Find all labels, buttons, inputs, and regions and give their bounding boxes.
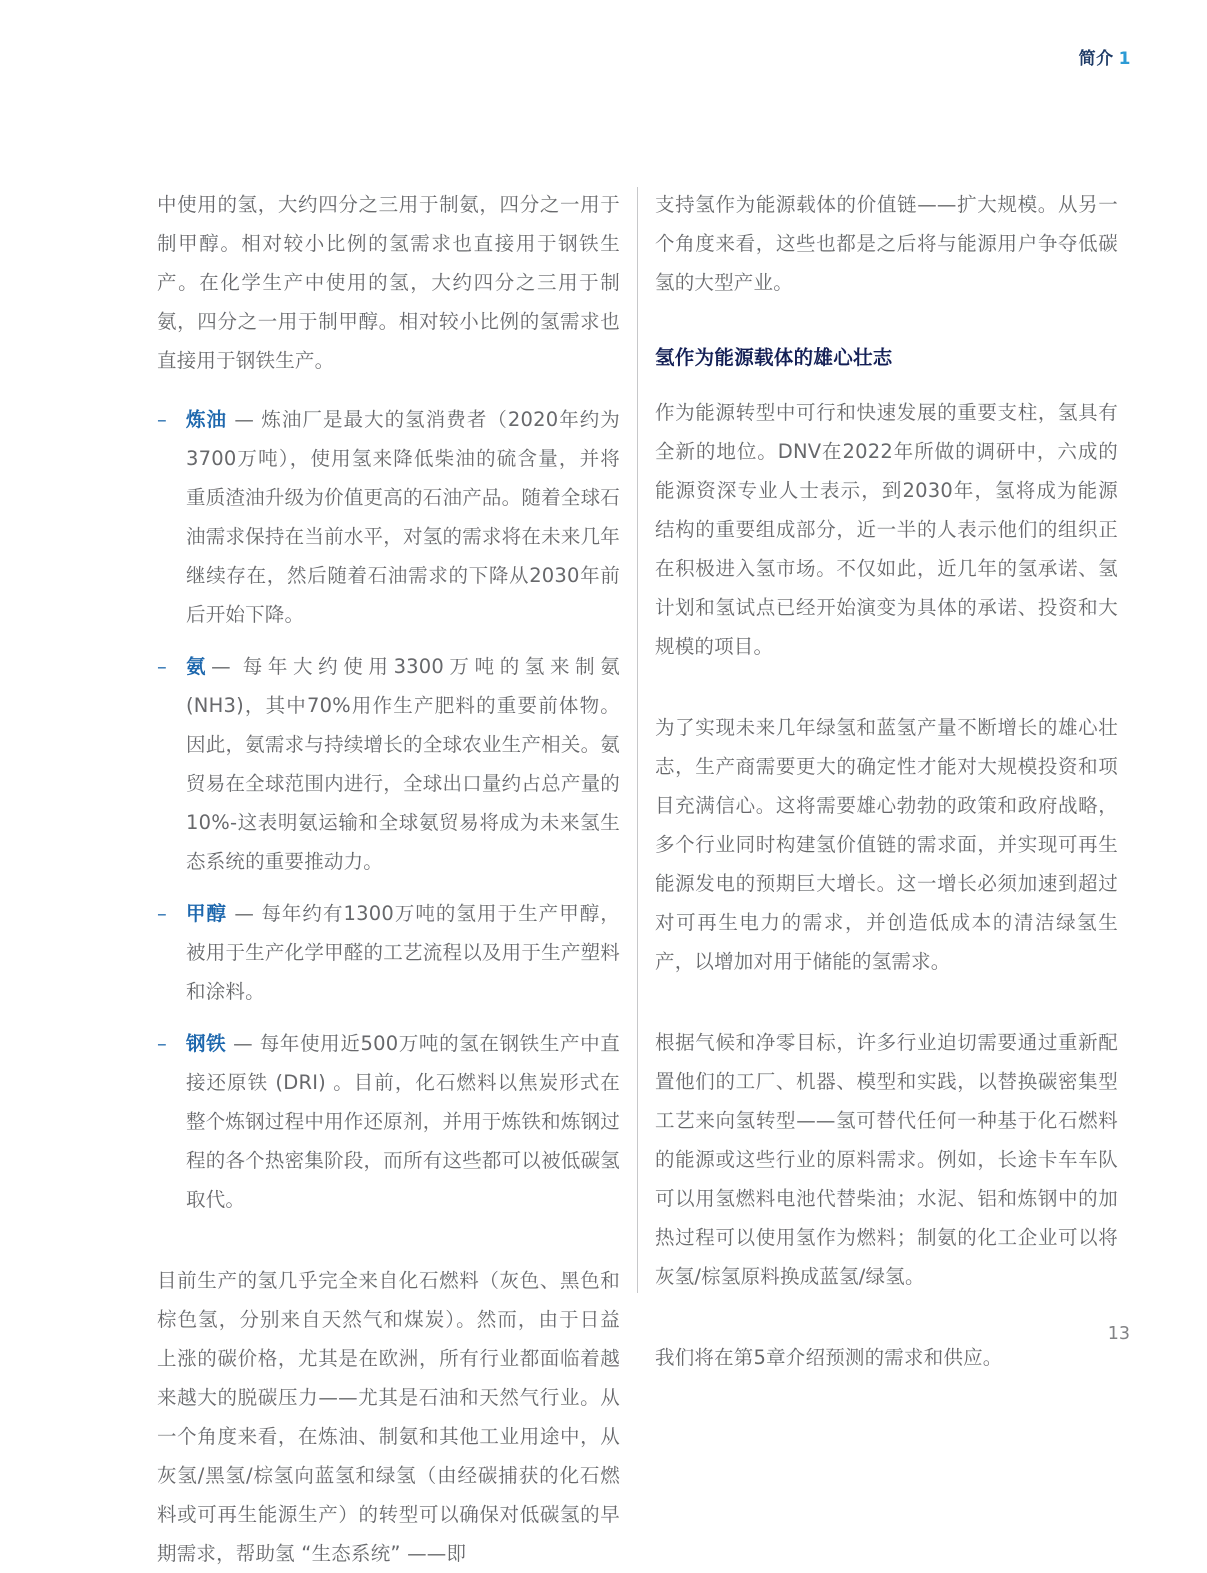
bullet-dash-icon: – [157, 902, 167, 925]
list-separator: — [226, 1032, 260, 1055]
list-item-steel [157, 1024, 620, 1219]
bullet-dash-icon: – [157, 408, 167, 431]
list-text: 每年约有1300万吨的氢用于生产甲醇，被用于生产化学甲醛的工艺流程以及用于生产塑料和涂料。 [186, 902, 620, 1003]
body-paragraph: 根据气候和净零目标，许多行业迫切需要通过重新配置他们的工厂、机器、模型和实践，以替换碳密集型工艺来向氢转型——氢可替代任何一种基于化石燃料的能源或这些行业的原料需求。例如，长途卡车车队可以用氢燃料电池代替柴油；水泥、铝和炼钢中的加热过程可以使用氢作为燃料；制氨的化工企业可以将灰氢/棕氢原料换成蓝氢/绿氢。 [655, 1031, 1118, 1289]
closing-paragraph: 目前生产的氢几乎完全来自化石燃料（灰色、黑色和棕色氢，分别来自天然气和煤炭）。然而，由于日益上涨的碳价格，尤其是在欧洲，所有行业都面临着越来越大的脱碳压力——尤其是石油和天然气行业。从一个角度来看，在炼油、制氨和其他工业用途中，从灰氢/黑氢/棕氢向蓝氢和绿氢（由经碳捕获的化石燃料或可再生能源生产）的转型可以确保对低碳氢的早期需求，帮助氢 “生态系统” ——即 [157, 1269, 620, 1565]
page-number: 13 [1107, 1324, 1130, 1344]
list-separator: — [211, 655, 243, 678]
body-paragraph: 为了实现未来几年绿氢和蓝氢产量不断增长的雄心壮志，生产商需要更大的确定性才能对大规模投资和项目充满信心。这将需要雄心勃勃的政策和政府战略，多个行业同时构建氢价值链的需求面，并实现可再生能源发电的预期巨大增长。这一增长必须加速到超过对可再生电力的需求，并创造低成本的清洁绿氢生产，以增加对用于储能的氢需求。 [655, 716, 1118, 974]
list-text: 炼油厂是最大的氢消费者（2020年约为3700万吨），使用氢来降低柴油的硫含量，并将重质渣油升级为价值更高的石油产品。随着全球石油需求保持在当前水平，对氢的需求将在未来几年继续存在，然后随着石油需求的下降从2030年前后开始下降。 [186, 408, 620, 626]
continuation-paragraph: 支持氢作为能源载体的价值链——扩大规模。从另一个角度来看，这些也都是之后将与能源用户争夺低碳氢的大型产业。 [655, 193, 1118, 294]
list-separator: — [227, 408, 262, 431]
right-column [655, 185, 1118, 1573]
body-paragraph: 我们将在第5章介绍预测的需求和供应。 [655, 1346, 1003, 1370]
list-item-methanol [157, 894, 620, 1011]
list-term: 氨 [186, 655, 212, 678]
section-heading: 氢作为能源载体的雄心壮志 [655, 346, 893, 369]
intro-paragraph: 中使用的氢，大约四分之三用于制氨，四分之一用于制甲醇。相对较小比例的氢需求也直接用于钢铁生产。在化学生产中使用的氢，大约四分之三用于制氨，四分之一用于制甲醇。相对较小比例的氢需求也直接用于钢铁生产。 [157, 193, 620, 372]
list-term: 钢铁 [186, 1032, 227, 1055]
list-separator: — [227, 902, 262, 925]
list-term: 甲醇 [186, 902, 228, 925]
list-text: 每年大约使用3300万吨的氢来制氨 (NH3)，其中70%用作生产肥料的重要前体物。因此，氨需求与持续增长的全球农业生产相关。氨贸易在全球范围内进行，全球出口量约占总产量的10%-这表明氨运输和全球氨贸易将成为未来氢生态系统的重要推动力。 [186, 655, 620, 873]
bullet-dash-icon: – [157, 1032, 167, 1055]
list-item-ammonia [157, 647, 620, 881]
left-column [157, 185, 620, 1573]
header-section-label: 简介 [1078, 49, 1114, 69]
list-text: 每年使用近500万吨的氢在钢铁生产中直接还原铁 (DRI) 。目前，化石燃料以焦炭形式在整个炼钢过程中用作还原剂，并用于炼铁和炼钢过程的各个热密集阶段，而所有这些都可以被低碳氢取代。 [186, 1032, 620, 1211]
page-header [1079, 44, 1131, 69]
list-item-refining [157, 400, 620, 634]
bullet-dash-icon: – [157, 655, 167, 678]
hydrogen-use-list [157, 400, 620, 1219]
body-paragraph: 作为能源转型中可行和快速发展的重要支柱，氢具有全新的地位。DNV在2022年所做的调研中，六成的能源资深专业人士表示，到2030年，氢将成为能源结构的重要组成部分，近一半的人表示他们的组织正在积极进入氢市场。不仅如此，近几年的氢承诺、氢计划和氢试点已经开始演变为具体的承诺、投资和大规模的项目。 [655, 401, 1118, 659]
page-content [157, 185, 1118, 1573]
list-term: 炼油 [186, 408, 228, 431]
header-section-number: 1 [1118, 49, 1131, 69]
